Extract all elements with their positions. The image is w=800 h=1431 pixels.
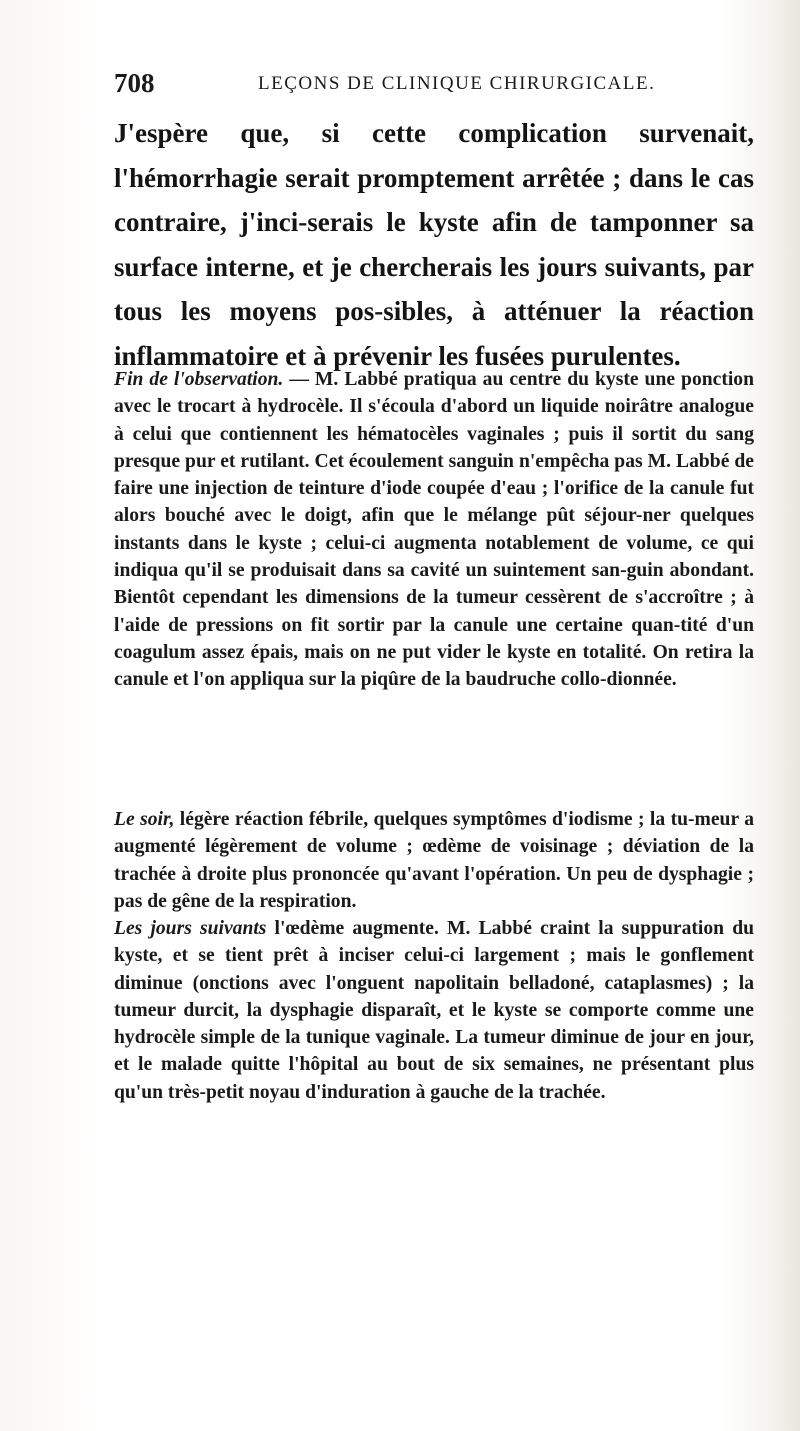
observation-paragraph-evening [114, 806, 754, 915]
running-head [114, 68, 714, 108]
paragraph-lead-in: Le soir, [114, 809, 175, 830]
paragraph-lead-in: Les jours suivants [114, 918, 267, 939]
paragraph-text: légère réaction fébrile, quelques symptômes d'iodisme ; la tu-meur a augmenté légèrement de volume ; œdème de voisinage ; déviation de la trachée à droite plus prononcée qu'avant l'opération. Un peu de dysphagie ; pas de gêne de la respiration. [114, 809, 754, 912]
paragraph-text: l'œdème augmente. M. Labbé craint la suppuration du kyste, et se tient prêt à inciser celui-ci largement ; mais le gonflement diminue (onctions avec l'onguent napolitain belladoné, cataplasmes) ; la tumeur durcit, la dysphagie disparaît, et le kyste se comporte comme une hydrocèle simple de la tunique vaginale. La tumeur diminue de jour en jour, et le malade quitte l'hôpital au bout de six semaines, ne présentant plus qu'un très-petit noyau d'induration à gauche de la trachée. [114, 918, 754, 1103]
observation-paragraph-following-days [114, 915, 754, 1106]
running-title: LEÇONS DE CLINIQUE CHIRURGICALE. [258, 73, 656, 94]
paragraph-lead-in: Fin de l'observation. [114, 369, 284, 390]
page-number: 708 [114, 68, 155, 98]
paragraph-text: — M. Labbé pratiqua au centre du kyste une ponction avec le trocart à hydrocèle. Il s'écoula d'abord un liquide noirâtre analogue à celui que contiennent les hématocèles vaginales ; puis il sortit du sang presque pur et rutilant. Cet écoulement sanguin n'empêcha pas M. Labbé de faire une injection de teinture d'iode coupée d'eau ; l'orifice de la canule fut alors bouché avec le doigt, afin que le mélange pût séjour-ner quelques instants dans le kyste ; celui-ci augmenta notablement de volume, ce qui indiqua qu'il se produisait dans sa cavité un suintement san-guin abondant. Bientôt cependant les dimensions de la tumeur cessèrent de s'accroître ; à l'aide de pressions on fit sortir par la canule une certaine quan-tité d'un coagulum assez épais, mais on ne put vider le kyste en totalité. On retira la canule et l'on appliqua sur la piqûre de la baudruche collo-dionnée. [114, 369, 754, 691]
observation-paragraph-end [114, 366, 754, 694]
lead-paragraph: J'espère que, si cette complication survenait, l'hémorrhagie serait promptement arrêtée ; dans le cas contraire, j'inci-serais le kyste afin de tamponner sa surface interne, et je chercherais les jours suivants, par tous les moyens pos-sibles, à atténuer la réaction inflammatoire et à prévenir les fusées purulentes. [114, 118, 754, 371]
